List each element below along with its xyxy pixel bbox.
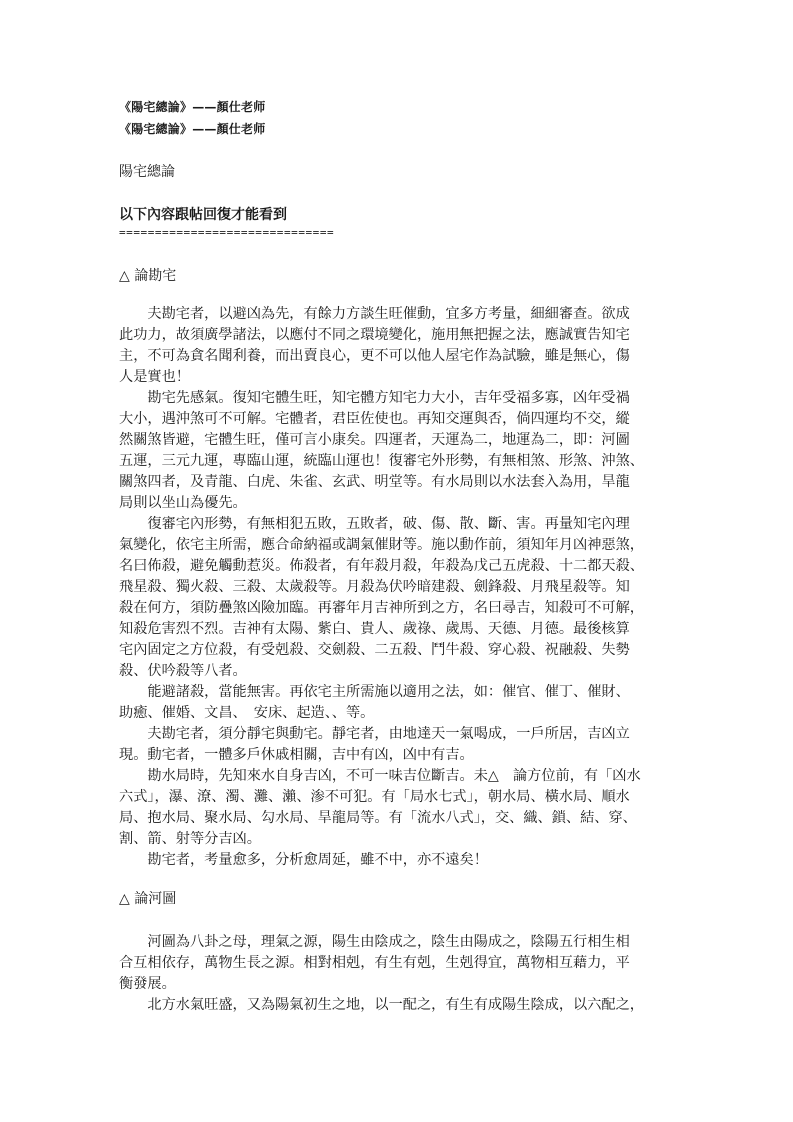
- text-line: 然關煞皆避，宅體生旺，僅可言小康矣。四運者，天運為二，地運為二，即：河圖: [119, 432, 630, 448]
- text-line: 殺在何方，須防疊煞凶險加臨。再審年月吉神所到之方，名曰尋吉，知殺可不可解，: [119, 600, 644, 616]
- text-line: 知殺危害烈不烈。吉神有太陽、紫白、貴人、歲祿、歲馬、天德、月德。最後核算: [119, 621, 630, 637]
- text-line: 飛星殺、獨火殺、三殺、太歲殺等。月殺為伏吟暗建殺、劍鋒殺、月飛星殺等。知: [119, 579, 630, 595]
- text-line: 現。動宅者，一體多戶休戚相關，吉中有凶，凶中有吉。: [119, 747, 474, 763]
- text-line: 合互相依存，萬物生長之源。相對相剋，有生有剋，生剋得宜，萬物相互藉力，平: [119, 955, 630, 971]
- paragraph: [119, 766, 674, 850]
- document-title: 《陽宅總論》——顏仕老师: [119, 100, 266, 114]
- text-line: 割、箭、射等分吉凶。: [119, 831, 261, 847]
- paragraph: [119, 682, 674, 724]
- text-line: 大小，遇沖煞可不可解。宅體者，君臣佐使也。再知交運與否，倘四運均不交，縱: [119, 411, 630, 427]
- text-line: 主，不可為貪名聞利養，而出賣良心，更不可以他人屋宅作為試驗，雖是無心，傷: [119, 348, 630, 364]
- paragraph: [119, 304, 674, 388]
- document-subtitle: 陽宅總論: [119, 164, 175, 180]
- paragraph: [119, 932, 674, 995]
- paragraph: [119, 514, 674, 682]
- document-title-repeat: 《陽宅總論》——顏仕老师: [119, 122, 266, 136]
- text-line: 五運，三元九運，專臨山運，統臨山運也！復審宅外形勢，有無相煞、形煞、沖煞、: [119, 453, 644, 469]
- reply-notice: 以下內容跟帖回復才能看到: [119, 207, 287, 223]
- text-line: 復審宅內形勢，有無相犯五敗，五敗者，破、傷、散、斷、害。再量知宅內理: [119, 516, 630, 532]
- text-line: 殺、伏吟殺等八者。: [119, 663, 247, 679]
- text-line: 夫勘宅者，以避凶為先，有餘力方談生旺催動，宜多方考量，細細審查。欲成: [119, 306, 630, 322]
- text-line: 勘水局時，先知來水自身吉凶，不可一味吉位斷吉。未△ 論方位前，有「凶水: [119, 768, 641, 784]
- separator-line: ==============================: [119, 226, 335, 239]
- text-line: 夫勘宅者，須分靜宅與動宅。靜宅者，由地達天一氣喝成，一戶所居，吉凶立: [119, 726, 630, 742]
- text-line: 河圖為八卦之母，理氣之源，陽生由陰成之，陰生由陽成之，陰陽五行相生相: [119, 934, 630, 950]
- paragraph: [119, 850, 674, 871]
- text-line: 人是實也！: [119, 369, 190, 385]
- text-line: 氣變化，依宅主所需，應合命納福或調氣催財等。施以動作前，須知年月凶神惡煞，: [119, 537, 644, 553]
- section-heading-kanzhai: △ 論勘宅: [119, 268, 177, 284]
- text-line: 六式」，瀑、潦、濁、灘、瀨、渗不可犯。有「局水七式」，朝水局、橫水局、順水: [119, 789, 630, 805]
- section-heading-hetu: △ 論河圖: [119, 891, 177, 907]
- text-line: 名曰佈殺，避免觸動惹災。佈殺者，有年殺月殺，年殺為戊己五虎殺、十二都天殺、: [119, 558, 644, 574]
- paragraph: [119, 724, 674, 766]
- text-line: 此功力，故須廣學諸法，以應付不同之環境變化，施用無把握之法，應誠實告知宅: [119, 327, 630, 343]
- text-line: 宅內固定之方位殺，有受剋殺、交劍殺、二五殺、鬥牛殺、穿心殺、祝融殺、失勢: [119, 642, 630, 658]
- text-line: 勘宅先感氣。復知宅體生旺，知宅體方知宅力大小，吉年受福多寡，凶年受禍: [119, 390, 630, 406]
- text-line: 助癒、催婚、文昌、 安床、起造、、等。: [119, 705, 375, 721]
- text-line: 勘宅者，考量愈多，分析愈周延，雖不中，亦不遠矣！: [119, 852, 488, 868]
- paragraph: [119, 388, 674, 514]
- text-line: 能避諸殺，當能無害。再依宅主所需施以適用之法，如：催官、催丁、催財、: [119, 684, 630, 700]
- text-line: 北方水氣旺盛，又為陽氣初生之地，以一配之，有生有成陽生陰成，以六配之，: [119, 997, 644, 1013]
- text-line: 局則以坐山為優先。: [119, 495, 247, 511]
- text-line: 局、抱水局、聚水局、勾水局、旱龍局等。有「流水八式」，交、織、鎖、結、穿、: [119, 810, 637, 826]
- text-line: 衡發展。: [119, 976, 176, 992]
- text-line: 關煞四者，及青龍、白虎、朱雀、玄武、明堂等。有水局則以水法套入為用，旱龍: [119, 474, 630, 490]
- paragraph: [119, 995, 674, 1016]
